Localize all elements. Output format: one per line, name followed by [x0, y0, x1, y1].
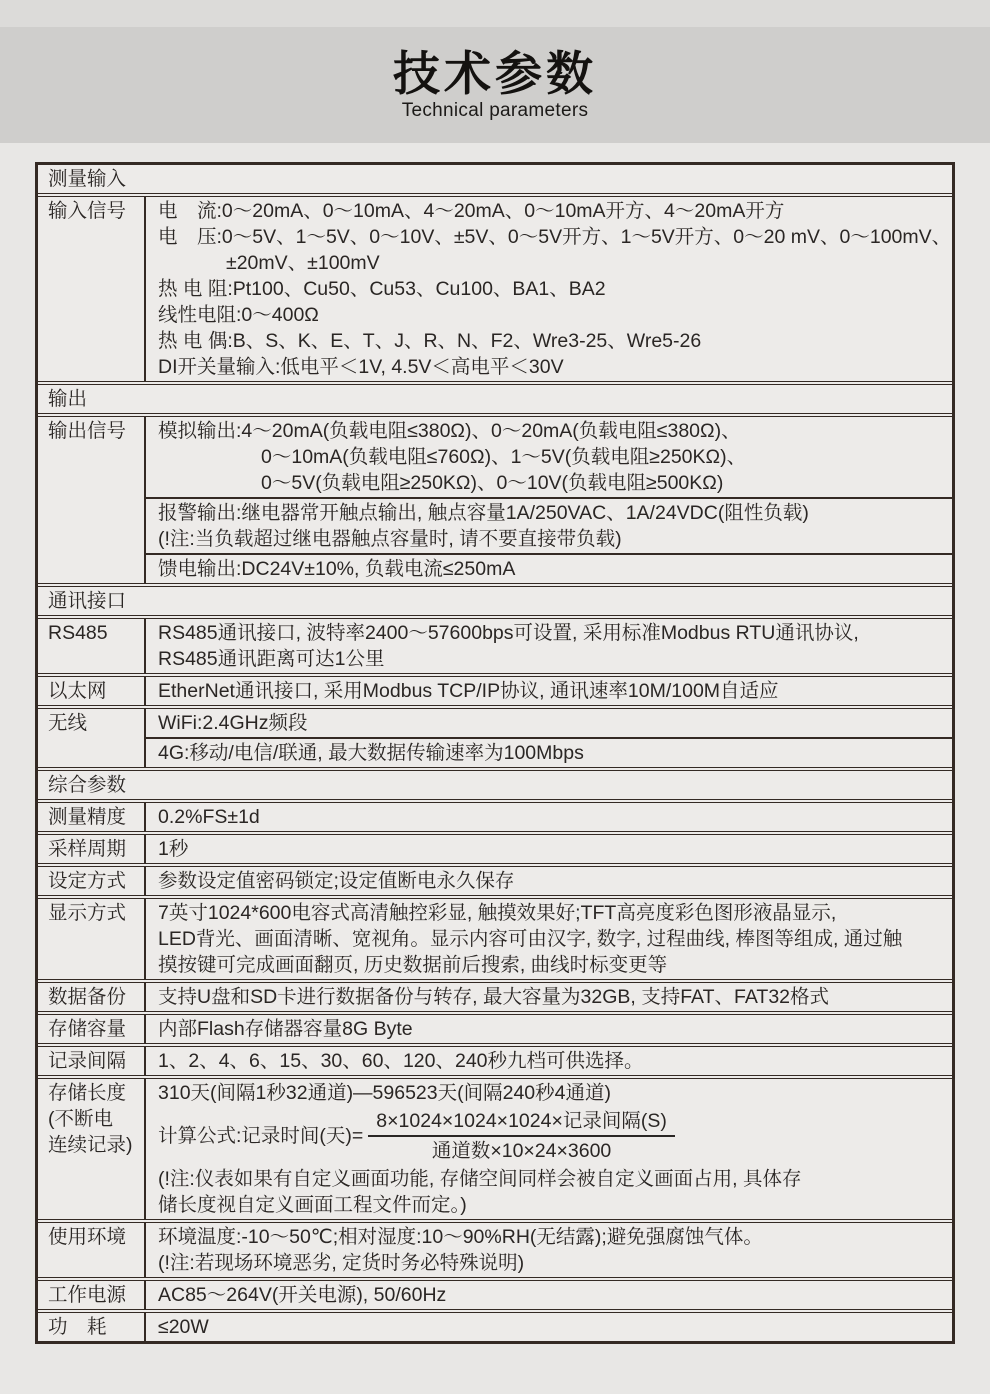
spec-line: AC85～264V(开关电源), 50/60Hz [158, 1284, 447, 1306]
row-storage-length [38, 1075, 952, 1219]
row-power-consumption [38, 1309, 952, 1341]
spec-line: 7英寸1024*600电容式高清触控彩显, 触摸效果好;TFT高亮度彩色图形液晶显示, [158, 902, 837, 924]
spec-line: (!注:若现场环境恶劣, 定货时务必特殊说明) [158, 1252, 525, 1274]
row-label: 设定方式 [38, 867, 146, 895]
4g-block [146, 737, 952, 767]
spec-line: 310天(间隔1秒32通道)—596523天(间隔240秒4通道) [158, 1082, 611, 1104]
row-value [146, 1079, 952, 1219]
row-value [146, 835, 952, 863]
label-line: (不断电 [48, 1108, 113, 1130]
page-subtitle: Technical parameters [401, 100, 589, 121]
row-label: 以太网 [38, 677, 146, 705]
spec-line: RS485通讯距离可达1公里 [158, 648, 385, 670]
row-record-interval [38, 1043, 952, 1075]
row-wireless [38, 705, 952, 767]
spec-line: 环境温度:-10～50℃;相对湿度:10～90%RH(无结露);避免强腐蚀气体。 [158, 1226, 763, 1248]
spec-line: 电 流:0～20mA、0～10mA、4～20mA、0～10mA开方、4～20mA开方 [158, 200, 785, 222]
section-header-measure-input: 测量输入 [48, 168, 127, 190]
title-band [0, 27, 990, 143]
row-label: 存储容量 [38, 1015, 146, 1043]
spec-line: 1、2、4、6、15、30、60、120、240秒九档可供选择。 [158, 1050, 644, 1072]
row-label: 记录间隔 [38, 1047, 146, 1075]
row-output-signal [38, 413, 952, 583]
spec-line: (!注:当负载超过继电器触点容量时, 请不要直接带负载) [158, 528, 622, 550]
spec-line: 储长度视自定义画面工程文件而定。) [158, 1194, 467, 1216]
spec-line: 报警输出:继电器常开触点输出, 触点容量1A/250VAC、1A/24VDC(阻性负载) [158, 502, 809, 524]
page-title: 技术参数 [393, 47, 597, 100]
formula-numerator: 8×1024×1024×1024×记录间隔(S) [368, 1108, 675, 1137]
row-label: 数据备份 [38, 983, 146, 1011]
spec-line: 支持U盘和SD卡进行数据备份与转存, 最大容量为32GB, 支持FAT、FAT32格式 [158, 986, 830, 1008]
row-label: 无线 [38, 709, 146, 767]
row-value [146, 677, 952, 705]
label-line: 存储长度 [48, 1082, 127, 1104]
row-display-mode [38, 895, 952, 979]
row-label: 使用环境 [38, 1223, 146, 1277]
spec-line: WiFi:2.4GHz频段 [158, 712, 308, 734]
row-value [146, 983, 952, 1011]
spec-line: ±20mV、±100mV [226, 252, 380, 274]
row-value [146, 619, 952, 673]
formula-denominator: 通道数×10×24×3600 [431, 1140, 612, 1162]
row-label: 工作电源 [38, 1281, 146, 1309]
spec-line: RS485通讯接口, 波特率2400～57600bps可设置, 采用标准Modbus RTU通讯协议, [158, 622, 859, 644]
label-line: 连续记录) [48, 1134, 133, 1156]
spec-line: 电 压:0～5V、1～5V、0～10V、±5V、0～5V开方、1～5V开方、0～20 mV、0～100mV、 [158, 226, 952, 248]
row-value [146, 709, 952, 767]
alarm-output-block [146, 497, 952, 553]
spec-line: DI开关量输入:低电平＜1V, 4.5V＜高电平＜30V [158, 356, 564, 378]
top-strip [0, 0, 990, 27]
section-header-output: 输出 [38, 381, 952, 413]
row-power-supply [38, 1277, 952, 1309]
row-label: 测量精度 [38, 803, 146, 831]
spec-line: 热 电 偶:B、S、K、E、T、J、R、N、F2、Wre3-25、Wre5-26 [158, 330, 702, 352]
row-label [38, 1079, 146, 1219]
spec-line: 摸按键可完成画面翻页, 历史数据前后搜索, 曲线时标变更等 [158, 954, 668, 976]
formula-prefix: 计算公式:记录时间(天)= [158, 1125, 364, 1147]
spec-line: 0.2%FS±1d [158, 806, 260, 828]
row-ethernet [38, 673, 952, 705]
row-label: 输入信号 [38, 197, 146, 381]
row-sampling-period [38, 831, 952, 863]
spec-line: 4G:移动/电信/联通, 最大数据传输速率为100Mbps [158, 742, 584, 764]
spec-line: 馈电输出:DC24V±10%, 负载电流≤250mA [158, 558, 516, 580]
spec-line: 内部Flash存储器容量8G Byte [158, 1018, 413, 1040]
spec-line: LED背光、画面清晰、宽视角。显示内容可由汉字, 数字, 过程曲线, 棒图等组成, 通过触 [158, 928, 903, 950]
spec-line: 参数设定值密码锁定;设定值断电永久保存 [158, 870, 515, 892]
row-rs485 [38, 615, 952, 673]
formula-fraction [368, 1108, 675, 1164]
row-value [146, 803, 952, 831]
row-storage-capacity [38, 1011, 952, 1043]
row-setting-method [38, 863, 952, 895]
wifi-block [146, 709, 952, 737]
row-value [146, 1047, 952, 1075]
row-value [146, 1313, 952, 1341]
row-label: 输出信号 [38, 417, 146, 583]
row-value [146, 1223, 952, 1277]
row-value [146, 417, 952, 583]
row-value [146, 867, 952, 895]
feed-output-block [146, 553, 952, 583]
section-header-general: 综合参数 [38, 767, 952, 799]
row-value [146, 1015, 952, 1043]
row-label: 采样周期 [38, 835, 146, 863]
row-data-backup [38, 979, 952, 1011]
analog-output-block [146, 417, 952, 497]
spec-line: (!注:仪表如果有自定义画面功能, 存储空间同样会被自定义画面占用, 具体存 [158, 1168, 802, 1190]
row-accuracy [38, 799, 952, 831]
storage-formula [158, 1108, 946, 1164]
spec-line: 1秒 [158, 838, 189, 860]
section-header-communication: 通讯接口 [38, 583, 952, 615]
row-input-signal [38, 193, 952, 381]
row-value [146, 899, 952, 979]
spec-line: 0～10mA(负载电阻≤760Ω)、1～5V(负载电阻≥250KΩ)、 [261, 446, 747, 468]
spec-line: 线性电阻:0～400Ω [158, 304, 319, 326]
row-environment [38, 1219, 952, 1277]
spec-line: EtherNet通讯接口, 采用Modbus TCP/IP协议, 通讯速率10M/100M自适应 [158, 680, 779, 702]
row-value [146, 1281, 952, 1309]
spec-table [35, 162, 955, 1344]
row-label: RS485 [38, 619, 146, 673]
spec-line: ≤20W [158, 1316, 209, 1338]
row-label: 功 耗 [38, 1313, 146, 1341]
spec-line: 热 电 阻:Pt100、Cu50、Cu53、Cu100、BA1、BA2 [158, 278, 606, 300]
row-value [146, 197, 952, 381]
spec-line: 模拟输出:4～20mA(负载电阻≤380Ω)、0～20mA(负载电阻≤380Ω)、 [158, 420, 741, 442]
spec-line: 0～5V(负载电阻≥250KΩ)、0～10V(负载电阻≥500KΩ) [261, 472, 724, 494]
row-label: 显示方式 [38, 899, 146, 979]
